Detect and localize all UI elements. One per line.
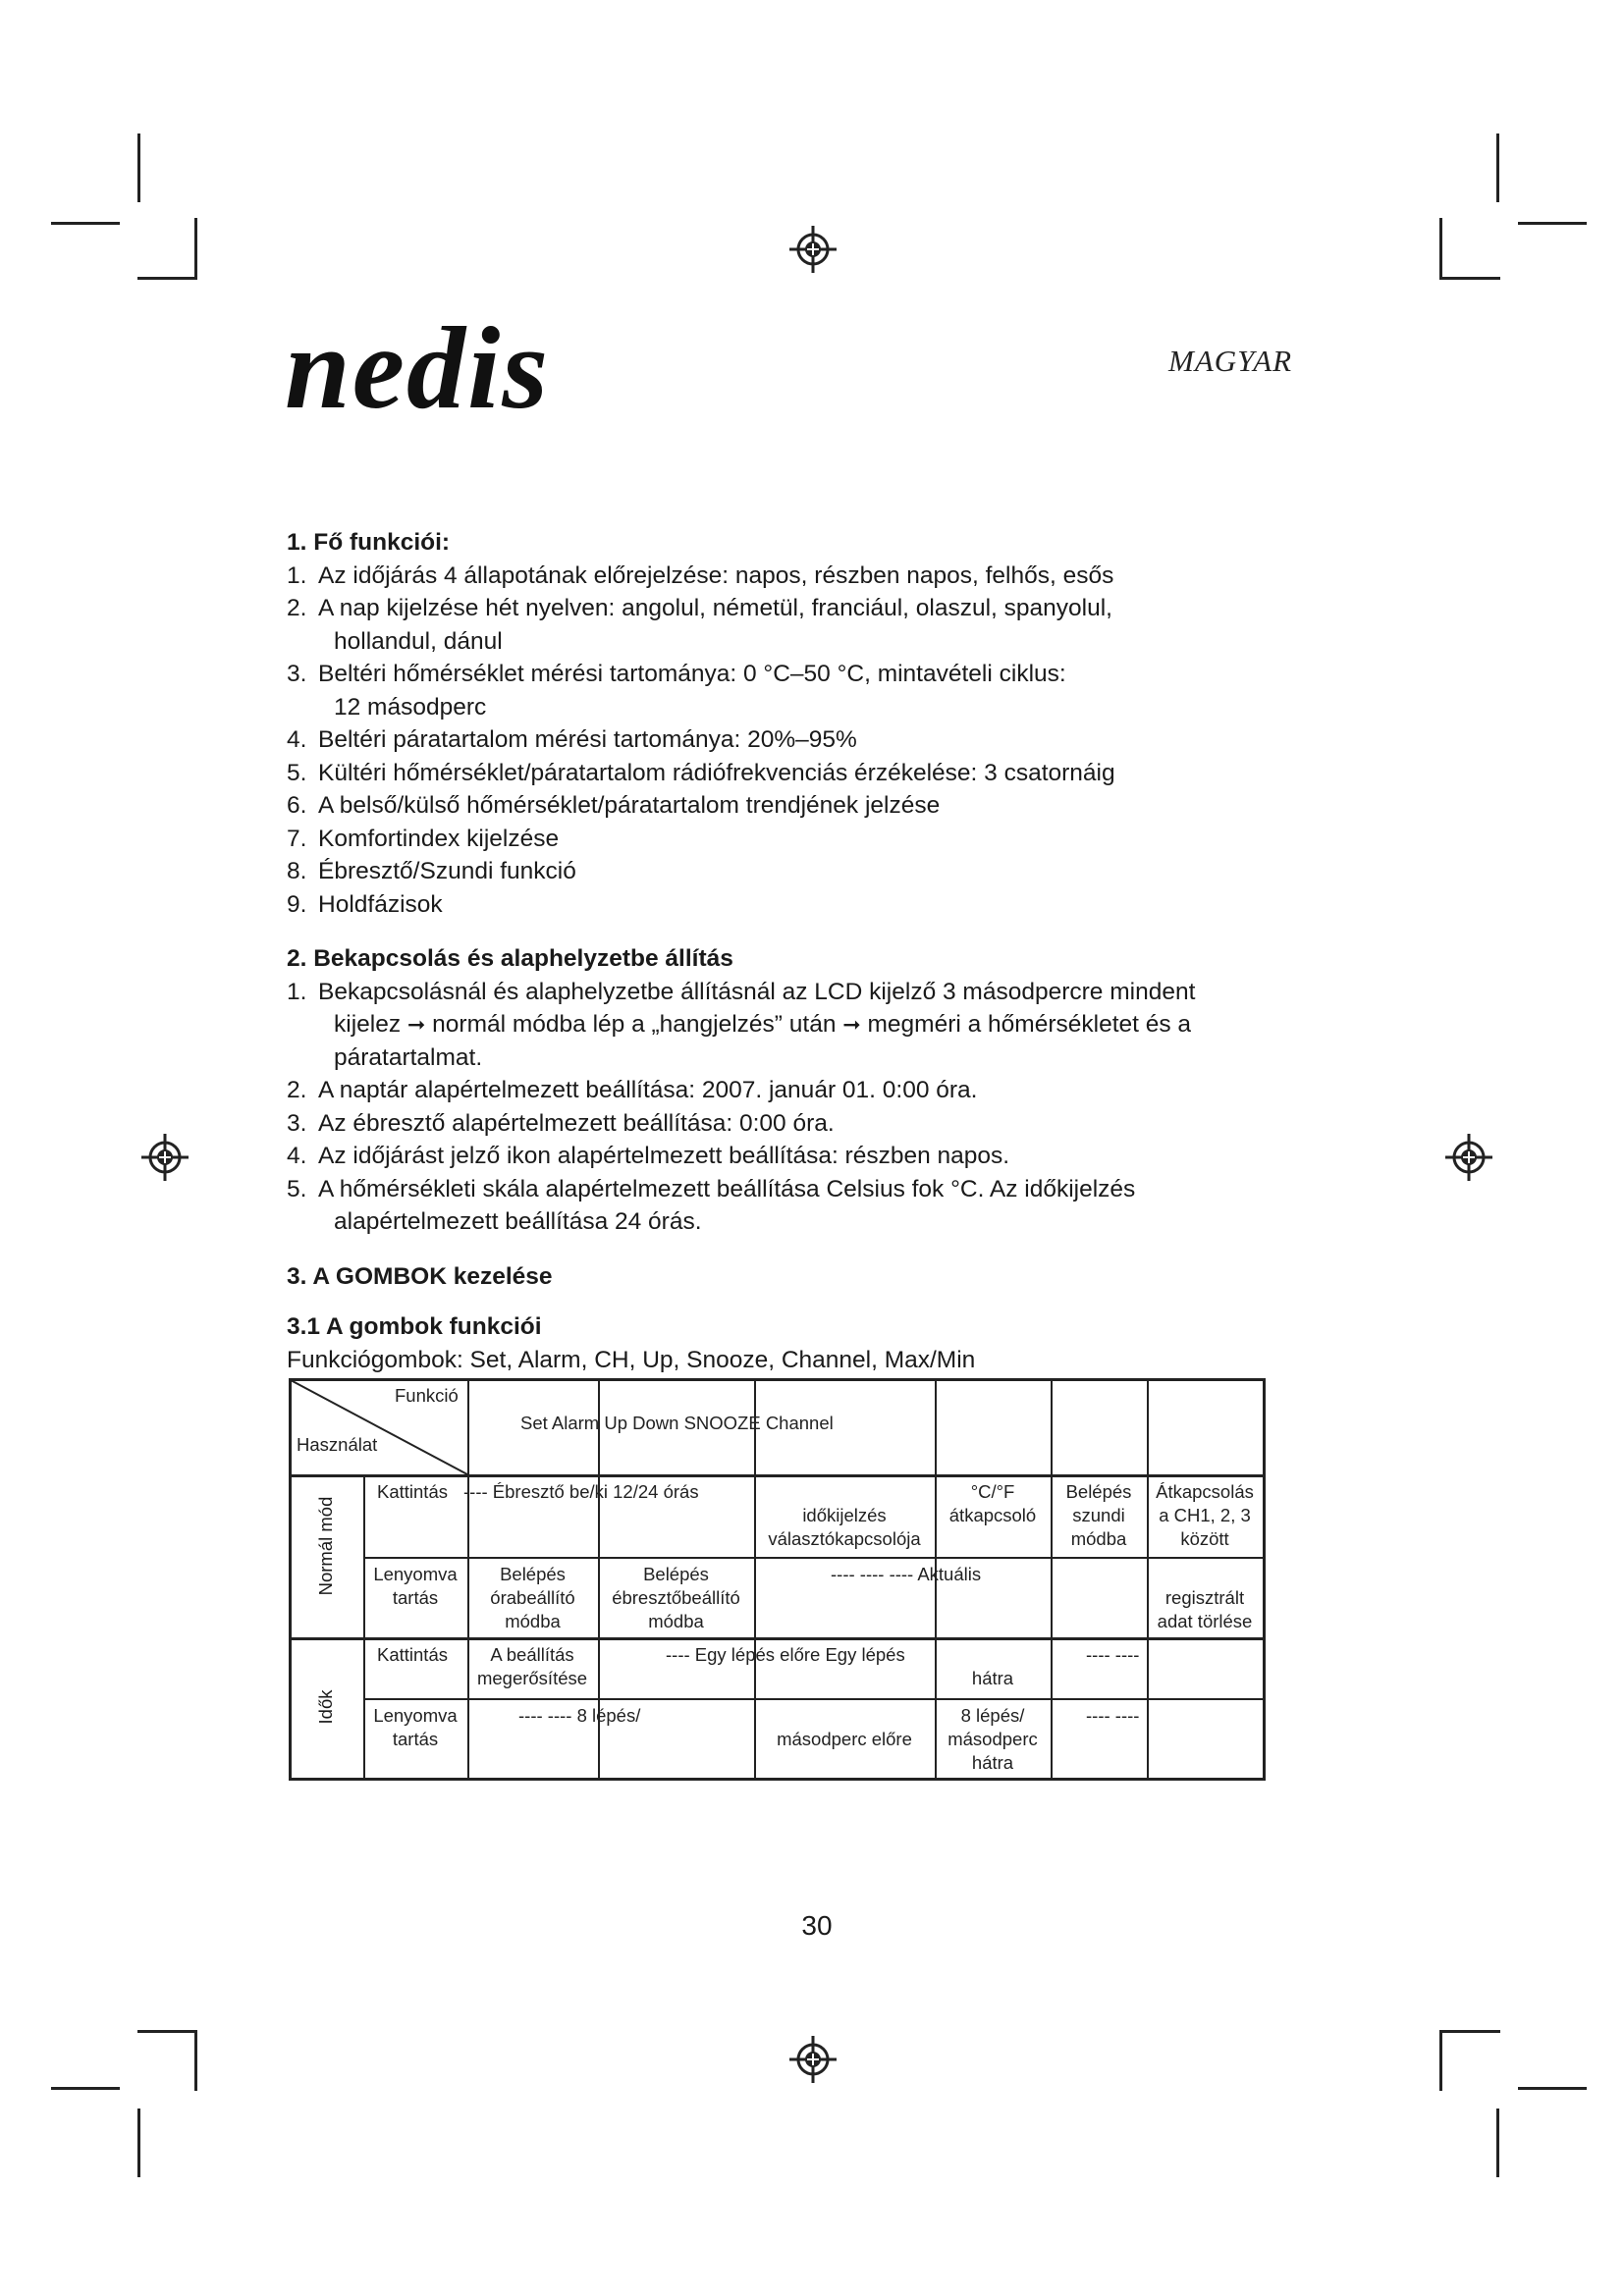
group-label-normal-mode: Normál mód — [315, 1496, 336, 1596]
crop-mark-top-left-corner-v — [194, 218, 197, 279]
list-item: 3. Beltéri hőmérséklet mérési tartománya: 0 °C–50 °C, mintavételi ciklus: 12 másodperc — [287, 661, 1066, 721]
list-item: 9. Holdfázisok — [287, 890, 443, 918]
crop-mark-top-left-v — [137, 133, 140, 202]
arrow-right-icon: ➞ — [406, 1012, 426, 1037]
table-cell: hátra — [971, 1668, 1014, 1688]
table-cell: °C/°F átkapcsoló — [948, 1481, 1037, 1525]
table-cell: regisztrált adat törlése — [1157, 1587, 1253, 1631]
crop-mark-bottom-right-corner-h — [1439, 2030, 1500, 2033]
list-item: 2. A naptár alapértelmezett beállítása: 2007. január 01. 0:00 óra. — [287, 1077, 978, 1103]
crop-mark-bottom-left-corner-h — [137, 2030, 197, 2033]
crop-mark-bottom-right-h — [1518, 2087, 1587, 2090]
crop-mark-top-right-corner-h — [1439, 277, 1500, 280]
list-item: 5. Kültéri hőmérséklet/páratartalom rádiófrekvenciás érzékelése: 3 csatornáig — [287, 759, 1115, 786]
table-cell: időkijelzés választókapcsolója — [768, 1505, 921, 1549]
crop-mark-bottom-right-corner-v — [1439, 2030, 1442, 2091]
table-cell: ---- ---- — [1086, 1705, 1140, 1726]
table-cell: ---- ---- 8 lépés/ — [518, 1705, 641, 1726]
registration-mark-icon — [139, 1132, 190, 1183]
row-label: Kattintás — [377, 1481, 448, 1502]
nedis-logo — [285, 304, 717, 432]
list-item: 3. Az ébresztő alapértelmezett beállítása: 0:00 óra. — [287, 1109, 835, 1137]
registration-mark-icon — [1443, 1132, 1494, 1183]
column-header: Set Alarm Up Down SNOOZE Channel — [520, 1413, 834, 1433]
crop-mark-top-left-corner-h — [137, 277, 197, 280]
document-body — [287, 526, 1288, 1376]
function-keys-intro: Funkciógombok: Set, Alarm, CH, Up, Snooze, Channel, Max/Min — [287, 1346, 976, 1373]
crop-mark-bottom-left-h — [51, 2087, 120, 2090]
section-heading: 3. A GOMBOK kezelése — [287, 1262, 553, 1290]
list-item: 1. Az időjárás 4 állapotának előrejelzése: napos, részben napos, felhős, esős — [287, 561, 1114, 589]
table-cell: másodperc előre — [777, 1729, 912, 1749]
table-cell: A beállítás megerősítése — [476, 1644, 588, 1688]
registration-mark-icon — [787, 2034, 839, 2085]
corner-usage-label: Használat — [297, 1434, 378, 1455]
startup-list — [287, 976, 1288, 1239]
table-cell: ---- Ébresztő be/ki 12/24 órás — [463, 1481, 699, 1502]
corner-function-label: Funkció — [395, 1385, 459, 1406]
list-item: 8. Ébresztő/Szundi funkció — [287, 858, 576, 884]
button-function-table — [289, 1378, 1266, 1781]
arrow-right-icon: ➞ — [842, 1012, 861, 1037]
table-cell: Belépés órabeállító módba — [490, 1564, 575, 1631]
crop-mark-top-right-h — [1518, 222, 1587, 225]
table-cell: Belépés ébresztőbeállító módba — [612, 1564, 740, 1631]
list-item: 7. Komfortindex kijelzése — [287, 825, 560, 852]
table-cell: ---- ---- ---- Aktuális — [831, 1564, 982, 1584]
feature-list — [287, 560, 1288, 922]
table-cell: ---- Egy lépés előre Egy lépés — [666, 1644, 905, 1665]
subsection-heading: 3.1 A gombok funkciói — [287, 1313, 542, 1340]
list-item: 2. A nap kijelzése hét nyelven: angolul, németül, franciául, olaszul, spanyolul, hollandul, dánul — [287, 595, 1112, 655]
list-item: 4. Az időjárást jelző ikon alapértelmezett beállítása: részben napos. — [287, 1143, 1010, 1169]
crop-mark-top-right-corner-v — [1439, 218, 1442, 279]
list-item: 4. Beltéri páratartalom mérési tartománya: 20%–95% — [287, 726, 857, 753]
svg-text:nedis: nedis — [285, 304, 551, 432]
list-item: 1. Bekapcsolásnál és alaphelyzetbe állításnál az LCD kijelző 3 másodpercre mindent kijelez ➞ normál módba lép a „hangjelzés” után ➞ megméri a hőmérsékletet és a páratartalmat. — [287, 978, 1196, 1071]
row-label: Lenyomva tartás — [373, 1564, 458, 1608]
row-label: Kattintás — [377, 1644, 448, 1665]
crop-mark-bottom-right-v — [1496, 2109, 1499, 2177]
table-cell: 8 lépés/ másodperc hátra — [947, 1705, 1038, 1773]
group-label-times: Idők — [315, 1689, 336, 1725]
page-number: 30 — [801, 1910, 833, 1941]
section-heading: 2. Bekapcsolás és alaphelyzetbe állítás — [287, 945, 733, 972]
crop-mark-bottom-left-corner-v — [194, 2030, 197, 2091]
table-cell: ---- ---- — [1086, 1644, 1140, 1665]
list-item: 5. A hőmérsékleti skála alapértelmezett beállítása Celsius fok °C. Az időkijelzés alapértelmezett beállítása 24 órás. — [287, 1175, 1136, 1235]
table-cell: Belépés szundi módba — [1065, 1481, 1132, 1549]
crop-mark-top-right-v — [1496, 133, 1499, 202]
crop-mark-top-left-h — [51, 222, 120, 225]
row-label: Lenyomva tartás — [373, 1705, 458, 1749]
crop-mark-bottom-left-v — [137, 2109, 140, 2177]
table-cell: Átkapcsolás a CH1, 2, 3 között — [1156, 1481, 1254, 1549]
list-item: 6. A belső/külső hőmérséklet/páratartalom trendjének jelzése — [287, 792, 941, 819]
language-label: MAGYAR — [1168, 344, 1293, 378]
section-heading: 1. Fő funkciói: — [287, 529, 451, 556]
registration-mark-icon — [787, 224, 839, 275]
